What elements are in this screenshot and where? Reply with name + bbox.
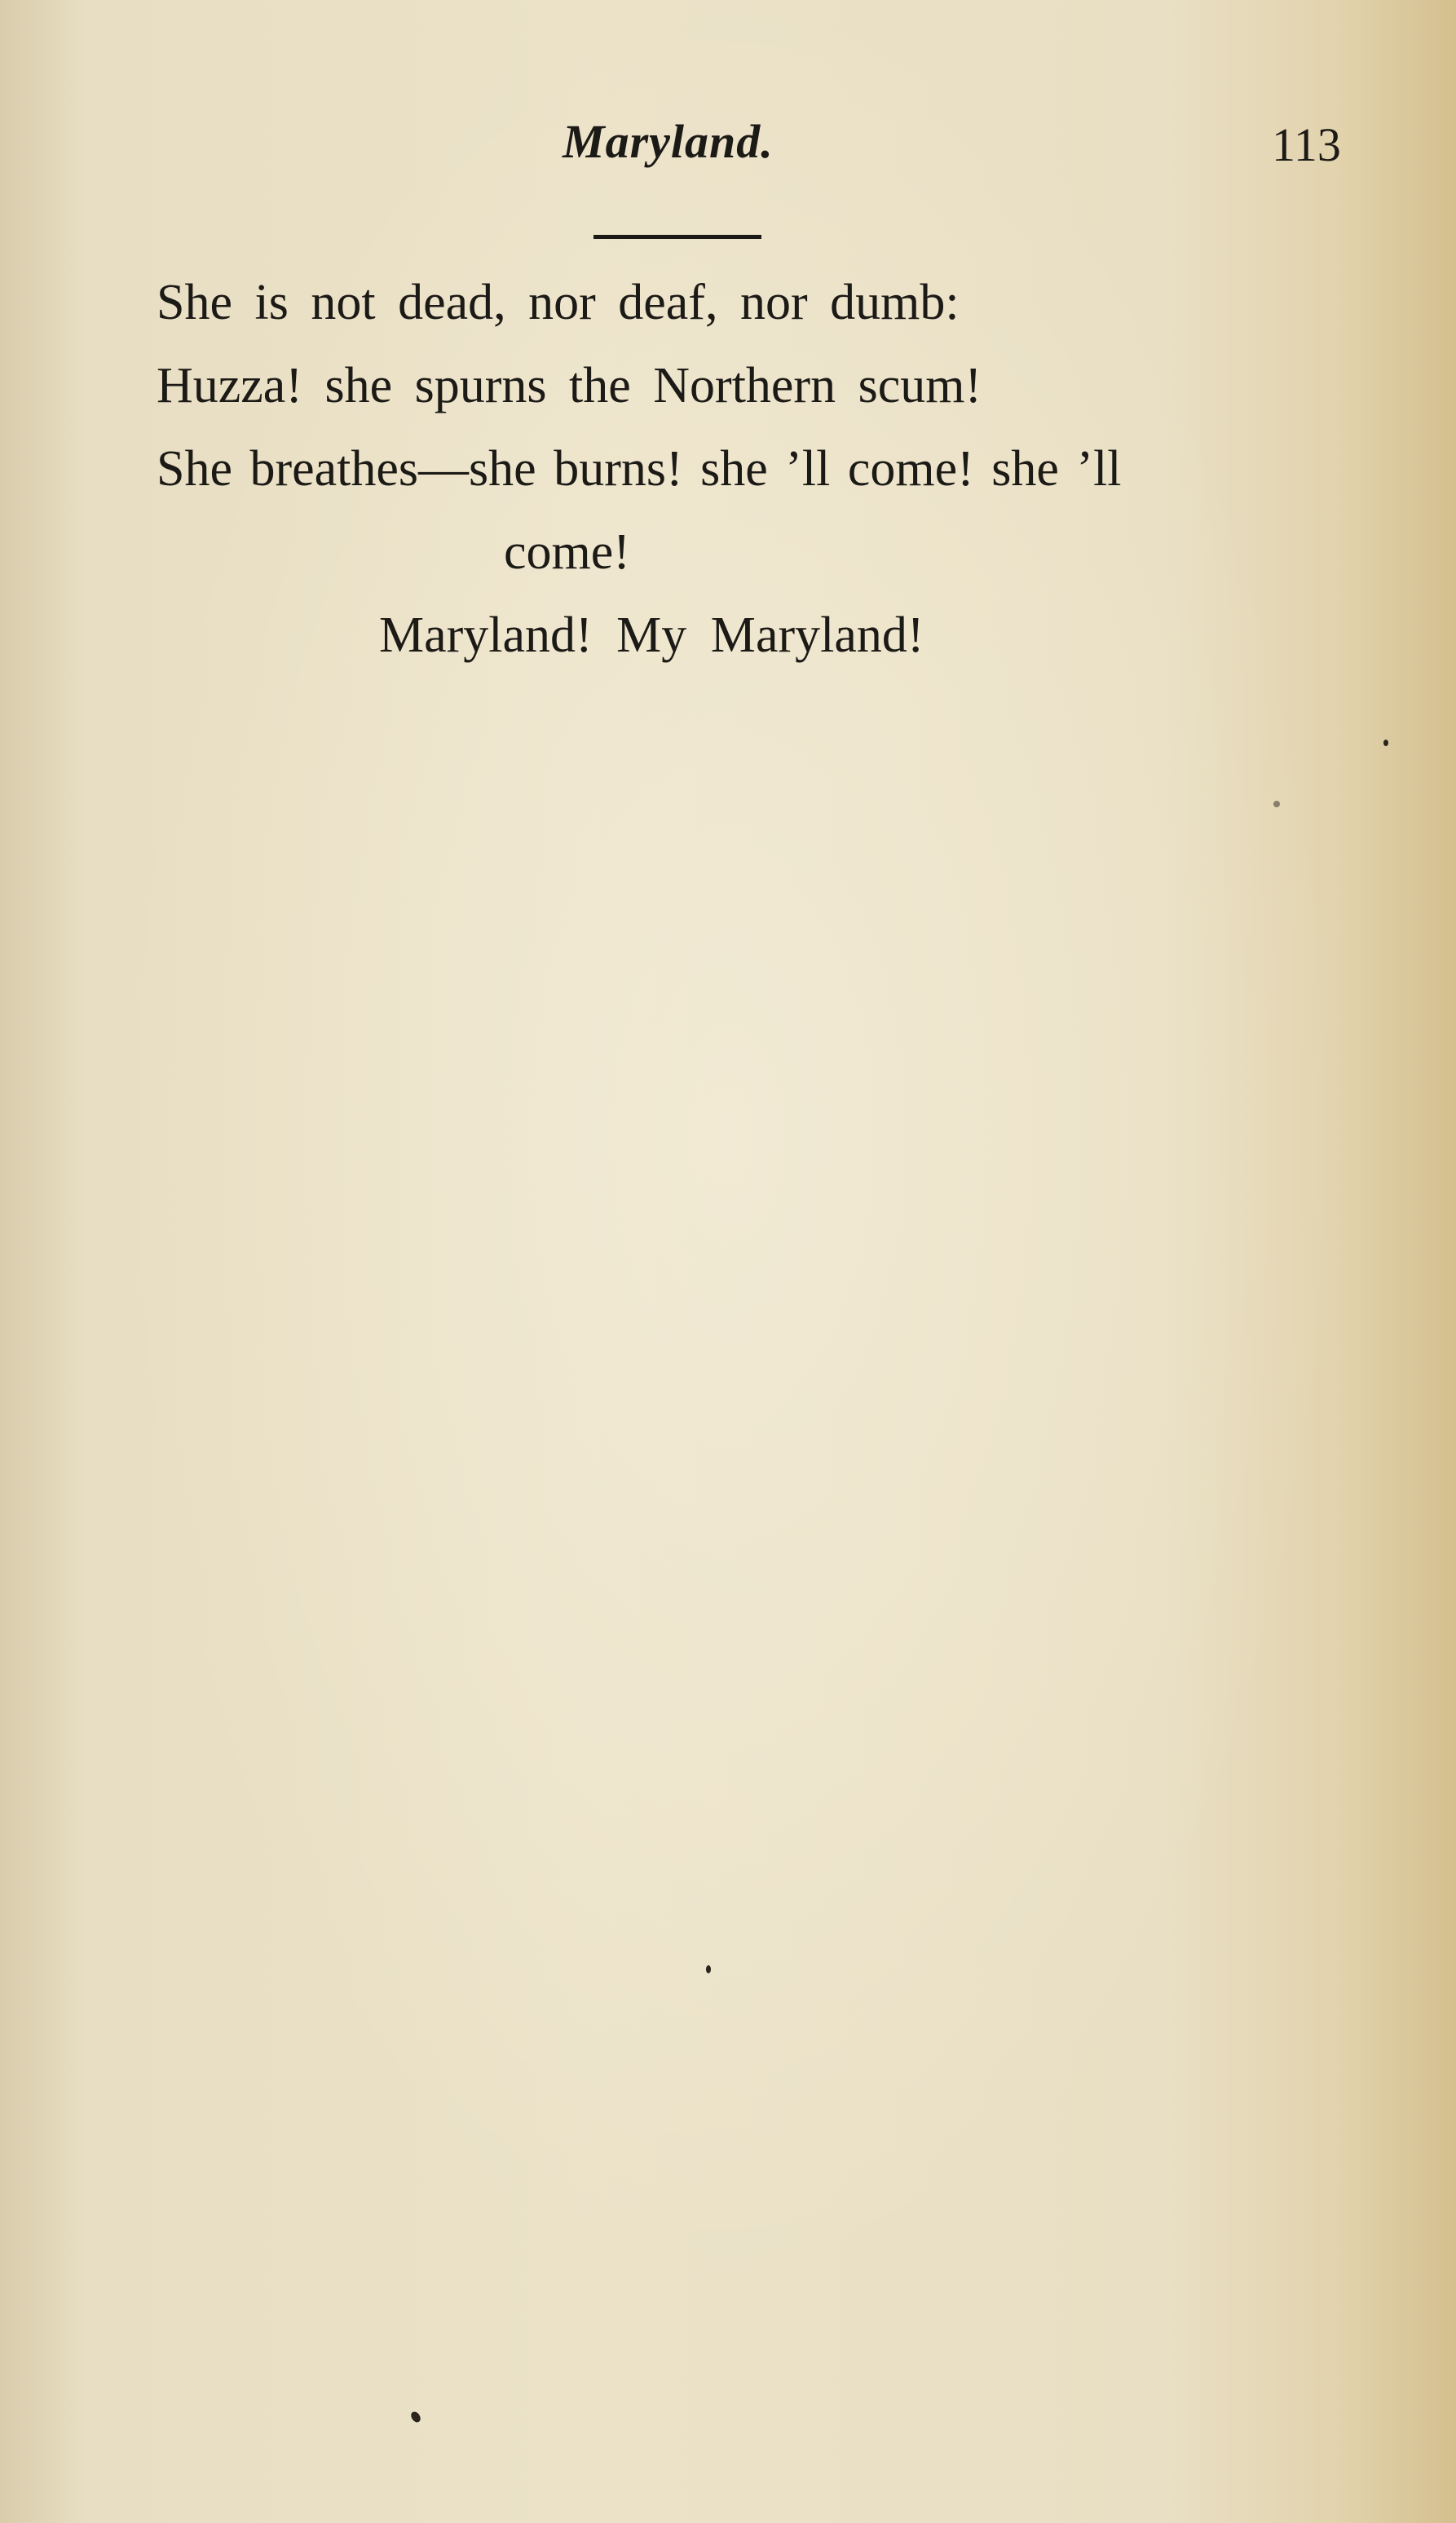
verse-line-3: She breathes—she burns! she ’ll come! she ’ll — [157, 441, 1122, 497]
ink-speck — [1383, 740, 1388, 746]
ink-speck — [409, 2410, 422, 2424]
verse-line-3-continuation: come! — [504, 524, 630, 580]
running-head — [0, 114, 1456, 188]
verse-line-2: Huzza! she spurns the Northern scum! — [157, 358, 982, 413]
ink-speck — [706, 1965, 711, 1973]
running-title: Maryland. — [563, 115, 774, 168]
verse-line-1: She is not dead, nor deaf, nor dumb: — [157, 275, 960, 330]
header-rule — [593, 235, 761, 239]
verse-refrain: Maryland! My Maryland! — [379, 608, 924, 663]
ink-speck — [1273, 801, 1280, 807]
page-number: 113 — [1272, 118, 1341, 171]
